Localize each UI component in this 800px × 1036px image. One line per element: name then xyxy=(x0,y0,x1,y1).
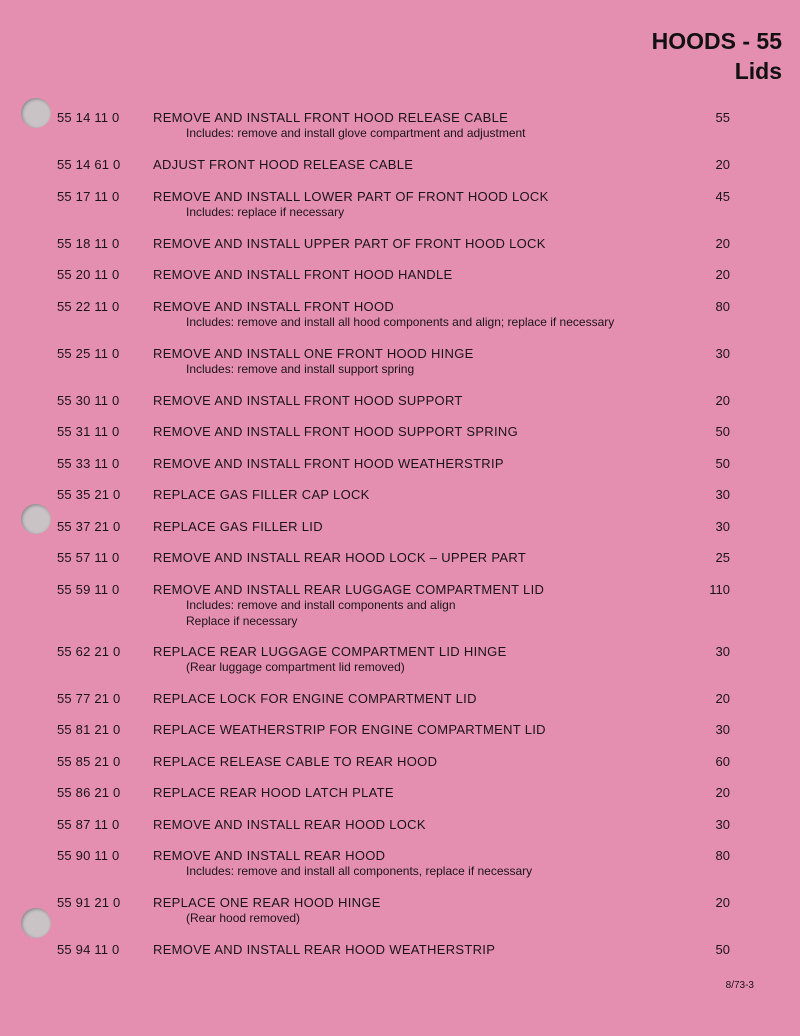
operation-code: 55 94 11 0 xyxy=(57,942,120,957)
list-item xyxy=(0,754,800,786)
operation-title: REMOVE AND INSTALL FRONT HOOD WEATHERSTRIP xyxy=(153,455,504,471)
time-units: 30 xyxy=(715,643,730,659)
time-units: 20 xyxy=(715,785,730,800)
list-item xyxy=(0,644,800,691)
operation-title: REMOVE AND INSTALL FRONT HOOD RELEASE CABLE xyxy=(153,110,509,125)
operation-description xyxy=(153,487,693,502)
operation-note: Includes: replace if necessary xyxy=(186,204,345,219)
operation-title: REPLACE REAR HOOD LATCH PLATE xyxy=(153,785,394,800)
operation-title: REPLACE LOCK FOR ENGINE COMPARTMENT LID xyxy=(153,690,477,706)
time-units: 30 xyxy=(715,345,730,361)
time-units: 25 xyxy=(715,550,730,565)
operation-description xyxy=(153,817,693,832)
operation-title: REPLACE GAS FILLER LID xyxy=(153,518,323,534)
list-item xyxy=(0,456,800,488)
list-item xyxy=(0,691,800,723)
time-units: 30 xyxy=(715,518,730,534)
operation-title: REMOVE AND INSTALL REAR HOOD LOCK xyxy=(153,816,426,832)
operation-code: 55 62 21 0 xyxy=(57,643,121,659)
operation-title: REMOVE AND INSTALL REAR HOOD LOCK – UPPER PART xyxy=(153,550,527,565)
operation-description xyxy=(153,346,693,377)
list-item xyxy=(0,550,800,582)
operation-code: 55 91 21 0 xyxy=(57,895,121,910)
operation-code: 55 57 11 0 xyxy=(57,550,120,565)
operation-description xyxy=(153,267,693,282)
page-footer-code: 8/73-3 xyxy=(725,980,754,991)
operation-description xyxy=(153,519,693,534)
operation-code: 55 33 11 0 xyxy=(57,455,120,471)
operation-title: REPLACE REAR LUGGAGE COMPARTMENT LID HINGE xyxy=(153,643,507,659)
time-units: 30 xyxy=(715,722,730,737)
operation-note: Replace if necessary xyxy=(186,613,298,628)
operation-title: REMOVE AND INSTALL LOWER PART OF FRONT HOOD LOCK xyxy=(153,188,549,204)
time-units: 20 xyxy=(715,157,730,172)
operation-code: 55 90 11 0 xyxy=(57,848,120,863)
operation-title: REMOVE AND INSTALL FRONT HOOD HANDLE xyxy=(153,267,453,282)
operation-title: REMOVE AND INSTALL FRONT HOOD SUPPORT SPRING xyxy=(153,424,518,439)
time-units: 30 xyxy=(715,487,730,502)
operation-code: 55 81 21 0 xyxy=(57,722,121,737)
operation-note: Includes: remove and install all hood components and align; replace if necessary xyxy=(186,314,615,329)
operation-title: REMOVE AND INSTALL FRONT HOOD SUPPORT xyxy=(153,392,463,408)
operation-code: 55 35 21 0 xyxy=(57,487,121,502)
time-units: 30 xyxy=(715,816,730,832)
list-item xyxy=(0,519,800,551)
operation-title: ADJUST FRONT HOOD RELEASE CABLE xyxy=(153,157,414,172)
operation-code: 55 17 11 0 xyxy=(57,188,120,204)
operation-description xyxy=(153,582,693,629)
operation-description xyxy=(153,456,693,471)
operation-code: 55 25 11 0 xyxy=(57,345,120,361)
operation-title: REPLACE WEATHERSTRIP FOR ENGINE COMPARTMENT LID xyxy=(153,722,546,737)
time-units: 50 xyxy=(715,942,730,957)
operation-note: Includes: remove and install components and align xyxy=(186,597,456,612)
section-title: HOODS - 55 xyxy=(651,28,782,54)
time-units: 50 xyxy=(715,424,730,439)
time-units: 50 xyxy=(715,455,730,471)
operation-title: REPLACE RELEASE CABLE TO REAR HOOD xyxy=(153,753,438,769)
operation-description xyxy=(153,236,693,251)
time-units: 20 xyxy=(715,267,730,282)
list-item xyxy=(0,189,800,236)
time-units: 20 xyxy=(715,895,730,910)
operation-description xyxy=(153,550,693,565)
list-item xyxy=(0,817,800,849)
operation-description xyxy=(153,848,693,879)
list-item xyxy=(0,582,800,644)
list-item xyxy=(0,236,800,268)
list-item xyxy=(0,895,800,942)
operation-code: 55 22 11 0 xyxy=(57,298,120,314)
operation-description xyxy=(153,644,693,675)
operation-code: 55 85 21 0 xyxy=(57,753,121,769)
operations-list xyxy=(0,110,800,974)
section-subtitle: Lids xyxy=(734,58,782,84)
operation-description xyxy=(153,189,693,220)
operation-code: 55 86 21 0 xyxy=(57,785,121,800)
list-item xyxy=(0,487,800,519)
operation-description xyxy=(153,895,693,926)
operation-code: 55 59 11 0 xyxy=(57,581,120,597)
time-units: 45 xyxy=(715,188,730,204)
time-units: 20 xyxy=(715,392,730,408)
operation-description xyxy=(153,691,693,706)
operation-title: REMOVE AND INSTALL REAR LUGGAGE COMPARTMENT LID xyxy=(153,581,545,597)
operation-description xyxy=(153,942,693,957)
operation-description xyxy=(153,110,693,141)
time-units: 60 xyxy=(715,753,730,769)
operation-code: 55 30 11 0 xyxy=(57,392,120,408)
list-item xyxy=(0,848,800,895)
operation-code: 55 18 11 0 xyxy=(57,235,120,251)
operation-code: 55 77 21 0 xyxy=(57,690,121,706)
list-item xyxy=(0,942,800,974)
operation-code: 55 14 61 0 xyxy=(57,157,121,172)
operation-description xyxy=(153,785,693,800)
list-item xyxy=(0,157,800,189)
list-item xyxy=(0,785,800,817)
operation-title: REMOVE AND INSTALL REAR HOOD xyxy=(153,848,386,863)
operation-note: Includes: remove and install glove compartment and adjustment xyxy=(186,126,526,140)
time-units: 55 xyxy=(715,110,730,125)
operation-title: REMOVE AND INSTALL FRONT HOOD xyxy=(153,298,395,314)
operation-note: Includes: remove and install support spring xyxy=(186,361,415,376)
operation-description xyxy=(153,754,693,769)
list-item xyxy=(0,424,800,456)
time-units: 80 xyxy=(715,848,730,863)
operation-code: 55 37 21 0 xyxy=(57,518,121,534)
list-item xyxy=(0,299,800,346)
list-item xyxy=(0,110,800,157)
operation-note: (Rear luggage compartment lid removed) xyxy=(186,659,405,674)
operation-description xyxy=(153,393,693,408)
time-units: 20 xyxy=(715,690,730,706)
operation-title: REPLACE GAS FILLER CAP LOCK xyxy=(153,487,370,502)
time-units: 80 xyxy=(715,298,730,314)
operation-title: REPLACE ONE REAR HOOD HINGE xyxy=(153,895,381,910)
operation-description xyxy=(153,424,693,439)
operation-description xyxy=(153,157,693,172)
operation-note: (Rear hood removed) xyxy=(186,911,301,925)
operation-code: 55 20 11 0 xyxy=(57,267,120,282)
list-item xyxy=(0,722,800,754)
operation-title: REMOVE AND INSTALL REAR HOOD WEATHERSTRIP xyxy=(153,942,496,957)
operation-code: 55 31 11 0 xyxy=(57,424,120,439)
operation-title: REMOVE AND INSTALL ONE FRONT HOOD HINGE xyxy=(153,345,474,361)
time-units: 20 xyxy=(715,235,730,251)
time-units: 110 xyxy=(709,581,730,597)
operation-title: REMOVE AND INSTALL UPPER PART OF FRONT HOOD LOCK xyxy=(153,235,546,251)
operation-description xyxy=(153,722,693,737)
operation-code: 55 87 11 0 xyxy=(57,816,120,832)
list-item xyxy=(0,346,800,393)
list-item xyxy=(0,267,800,299)
operation-description xyxy=(153,299,693,330)
page-title xyxy=(652,26,782,86)
operation-code: 55 14 11 0 xyxy=(57,110,120,125)
operation-note: Includes: remove and install all components, replace if necessary xyxy=(186,864,533,878)
list-item xyxy=(0,393,800,425)
